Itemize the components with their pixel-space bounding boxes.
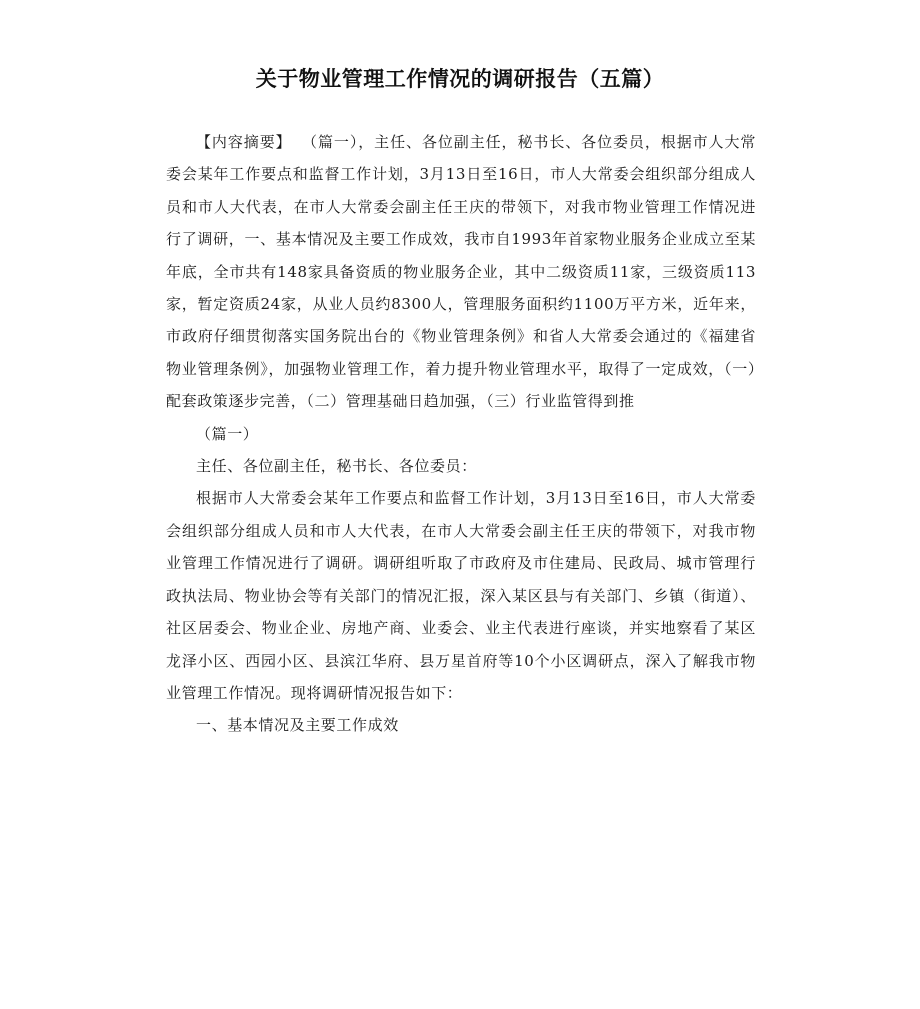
summary-text: （篇一），主任、各位副主任，秘书长、各位委员，根据市人大常委会某年工作要点和监督工作计划，3月13日至16日，市人大常委会组织部分组成人员和市人大代表，在市人大常委会副主任王庆的带领下，对我市物业管理工作情况进行了调研，一、基本情况及主要工作成效，我市自1993年首家物业服务企业成立至某年底，全市共有148家具备资质的物业服务企业，其中二级资质11家，三级资质113家，暂定资质24家，从业人员约8300人，管理服务面积约1100万平方米，近年来，市政府仔细贯彻落实国务院出台的《物业管理条例》和省人大常委会通过的《福建省物业管理条例》，加强物业管理工作，着力提升物业管理水平，取得了一定成效，（一）配套政策逐步完善，（二）管理基础日趋加强，（三）行业监管得到推 (166, 133, 756, 411)
chapter-heading: （篇一） (196, 424, 259, 443)
summary-paragraph (166, 126, 756, 418)
salutation: 主任、各位副主任，秘书长、各位委员： (196, 457, 477, 476)
body-paragraph: 根据市人大常委会某年工作要点和监督工作计划，3月13日至16日，市人大常委会组织部分组成人员和市人大代表，在市人大常委会副主任王庆的带领下，对我市物业管理工作情况进行了调研。调研组听取了市政府及市住建局、民政局、城市管理行政执法局、物业协会等有关部门的情况汇报，深入某区县与有关部门、乡镇（街道）、社区居委会、物业企业、房地产商、业委会、业主代表进行座谈，并实地察看了某区龙泽小区、西园小区、县滨江华府、县万星首府等10个小区调研点，深入了解我市物业管理工作情况。现将调研情况报告如下： (166, 489, 756, 702)
summary-label: 【内容摘要】 (196, 133, 292, 151)
document-title: 关于物业管理工作情况的调研报告（五篇） (255, 67, 665, 91)
document-body (166, 126, 756, 742)
section-heading: 一、基本情况及主要工作成效 (196, 716, 399, 735)
